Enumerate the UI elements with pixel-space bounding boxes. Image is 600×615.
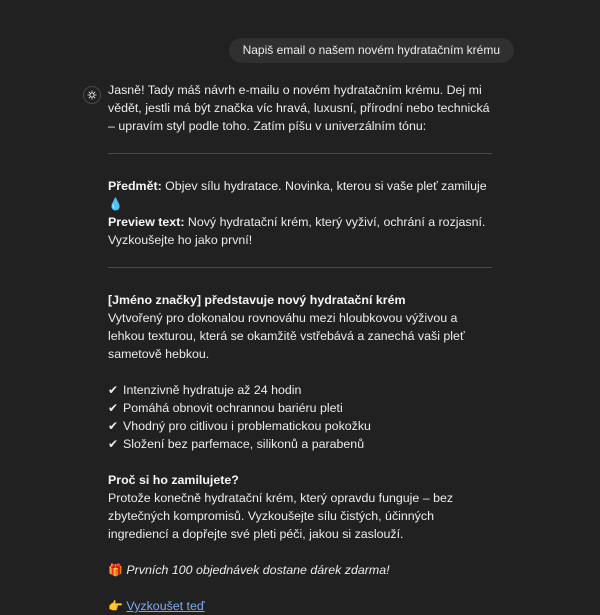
checkmark-icon: ✔	[108, 401, 119, 415]
benefit-text: Pomáhá obnovit ochrannou bariéru pleti	[123, 401, 343, 415]
assistant-logo-icon	[86, 89, 98, 101]
checkmark-icon: ✔	[108, 419, 119, 433]
benefit-text: Vhodný pro citlivou i problematickou pokožku	[123, 419, 371, 433]
subject-text: Objev sílu hydratace. Novinka, kterou si vaše pleť zamiluje	[161, 179, 487, 193]
why-heading-text: Proč si ho zamilujete?	[108, 473, 239, 487]
gift-icon: 🎁	[108, 563, 123, 577]
assistant-avatar	[83, 86, 101, 104]
pointing-hand-icon: 👉	[108, 599, 123, 613]
cta-line	[108, 597, 492, 615]
why-body: Protože konečně hydratační krém, který opravdu funguje – bez zbytečných kompromisů. Vyzkoušejte sílu čistých, účinných ingrediencí a dopřejte své pleti péči, jakou si zaslouží.	[108, 491, 454, 541]
why-heading	[108, 471, 492, 489]
email-preview	[108, 213, 492, 249]
benefit-item	[108, 381, 492, 399]
benefit-item	[108, 417, 492, 435]
checkmark-icon: ✔	[108, 437, 119, 451]
benefit-text: Složení bez parfemace, silikonů a parabenů	[123, 437, 365, 451]
assistant-message	[108, 81, 492, 615]
preview-label: Preview text:	[108, 215, 185, 229]
subject-label: Předmět:	[108, 179, 162, 193]
benefit-item	[108, 435, 492, 453]
user-message-bubble: Napiš email o našem novém hydratačním krému	[229, 38, 514, 63]
droplet-icon: 💧	[108, 197, 123, 211]
email-subject	[108, 177, 492, 213]
gift-text: Prvních 100 objednávek dostane dárek zdarma!	[126, 563, 390, 577]
cta-link[interactable]: Vyzkoušet teď	[126, 599, 205, 613]
checkmark-icon: ✔	[108, 383, 119, 397]
headline-text: [Jméno značky] představuje nový hydratační krém	[108, 293, 406, 307]
benefit-item	[108, 399, 492, 417]
assistant-intro: Jasně! Tady máš návrh e-mailu o novém hydratačním krému. Dej mi vědět, jestli má být značka víc hravá, luxusní, přírodní nebo technická – upravím styl podle toho. Zatím píšu v univerzálním tónu:	[108, 83, 490, 133]
email-headline	[108, 291, 492, 309]
benefit-text: Intenzivně hydratuje až 24 hodin	[123, 383, 302, 397]
preview-text: Nový hydratační krém, který vyživí, ochrání a rozjasní. Vyzkoušejte ho jako první!	[108, 215, 486, 247]
headline-body: Vytvořený pro dokonalou rovnováhu mezi hloubkovou výživou a lehkou texturou, která se okamžitě vstřebává a zanechá vaši pleť sametově hebkou.	[108, 311, 465, 361]
gift-line	[108, 561, 492, 579]
